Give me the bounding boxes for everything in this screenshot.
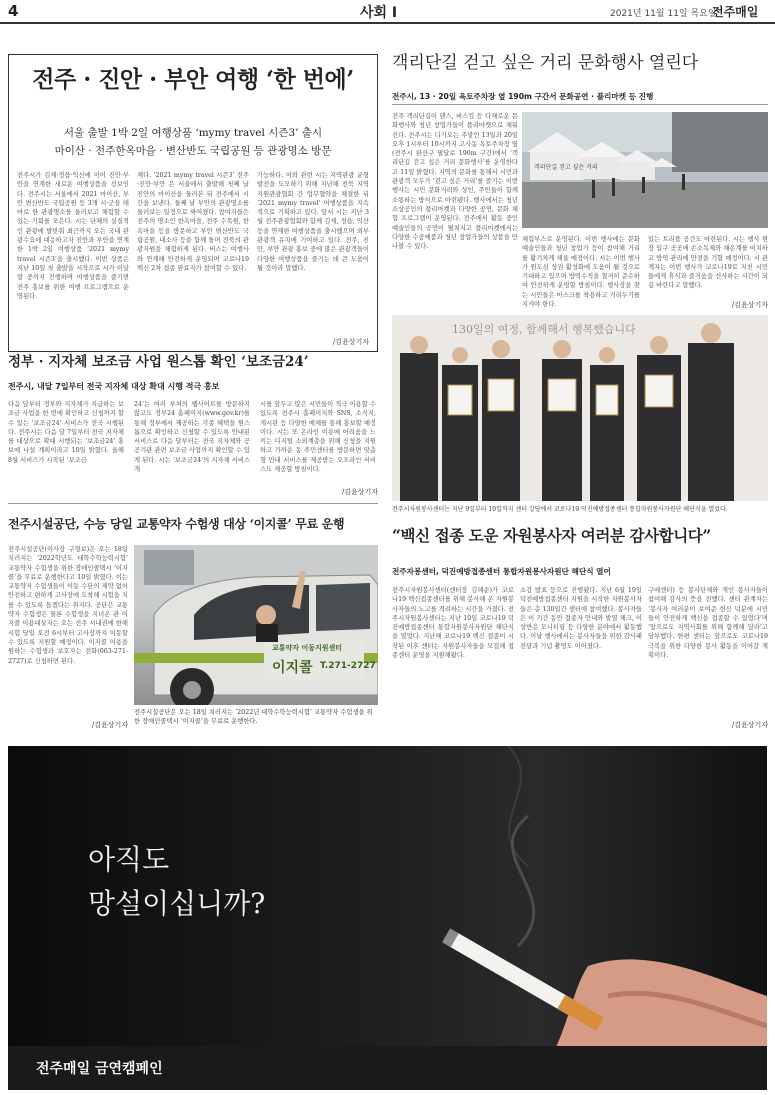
article-easycall-title: 전주시설공단, 수능 당일 교통약자 수험생 대상 ‘이지콜’ 무료 운행 <box>8 517 345 531</box>
anti-smoking-ad <box>8 746 767 1090</box>
van-brand: 이지콜 <box>272 660 313 676</box>
ad-footer: 전주매일 금연캠페인 <box>36 1061 163 1077</box>
article-travel-subtitle-1: 서울 출발 1박 2일 여행상품 ‘mymy travel 시즌3’ 출시 <box>63 127 323 139</box>
article-street-credit: /김윤상기자 <box>731 301 768 309</box>
page-number: 4 <box>8 2 19 20</box>
article-volunteer-col-2: 소감 발표 등으로 진행됐다. 지난 6월 19일 덕진예방접종센터 지원을 시작한 자원봉사자들은 총 130일간 센터에 참여했다. 봉사자들은 이 기간 동안 접종자 안내와 발열 체크, 이상반응 모니터링 등 다양한 분야에서 활동했다. 이날 행사에서는 봉사자들을 위한 감사패 전달과 기념 촬영도 이어졌다. <box>520 587 642 650</box>
article-travel-col-3: 가능하다. 이와 관련 시는 지역관광 균형발전을 도모하기 위해 지난해 전북 지역 지원관광협회 간 업무협약을 체결한 뒤 ‘2021 mymy travel’ 여행상품을 지속적으로 기획하고 있다. 앞서 시는 지난 3월 전주관광협회와 함께 김제, 정읍, 익산 등을 연계한 여행상품을 출시했으며 외부 관광객 유치에 기여하고 있다. 전주, 진안, 부안 관광 홍보 중에 많은 관광객들이 다양한 여행상품을 즐기는 데 큰 도움이 될 것이라 말했다. <box>257 172 369 272</box>
article-street-col-2: 체험부스로 운영된다. 이번 행사에는 문화예술인들과 청년 창업가 등이 참여해 거리를 활기차게 채울 예정이다. 시는 이번 행사가 원도심 상권 활성화에 도움이 될 것으로 기대하고 있으며 방역수칙을 철저히 준수하여 안전하게 운영할 방침이다. 행사장을 찾는 시민들은 마스크를 착용하고 거리두기를 지켜야 한다. <box>522 236 640 308</box>
van-phone: T.271-2727 <box>320 661 376 671</box>
group-photo-caption: 전주시자원봉사센터는 지난 9일부터 10일까지 센터 강당에서 코로나19 덕진예방접종센터 통합자원봉사자원단 해단식을 열었다. <box>392 506 728 513</box>
article-subsidy-col-2: 24’는 여러 부처의 웹사이트를 방문하지 않고도 정부24 홈페이지(www.gov.kr)를 통해 정부에서 제공하는 각종 혜택을 원스톱으로 확인하고 신청할 수 있도록 안내된 서비스로 다음 달부터는 전국 지자체와 공공기관 관련 보조금 사업까지 확인할 수 있게 된다. 시는 ‘보조금24’의 지자체 서비스 개 <box>134 401 250 474</box>
article-travel-col-1: 전주시가 김제·정읍·익산에 이어 진안·부안을 연계한 새로운 여행상품을 선보인다. 전주시는 서울에서 2021 마이산, 부안 변산반도 국립공원 등 3개 시·군을 테마로 한 관광명소를 둘러보고 체험할 수 있는 기회를 모은다. 시는 단체의 실질적인 관광에 발맞춰 최근까지 오는 국내 관광수요에 대응하고자 진안과 부안을 연계한 1박 2일 여행상품 ‘2021 mymy travel 시즌3’을 출시했다. 이번 상품은 지난 10일 첫 출발을 시작으로 시가 이달 말 중까지 진행하며 여행상품을 즐기면 전주 홍보를 위한 여행 프로그램으로 운영된다. <box>17 172 129 300</box>
van-text: 교통약자 이동지원센터 <box>272 644 343 652</box>
divider <box>392 104 768 105</box>
tent-sign: 객리단길 걷고 싶은 거리 <box>534 164 598 171</box>
group-banner: 130일의 여정, 함께해서 행복했습니다 <box>452 323 636 336</box>
article-subsidy-credit: /김윤상기자 <box>341 488 378 496</box>
article-street-subtitle: 전주시, 13 · 20일 옥토주차장 옆 190m 구간서 문화공연 · 플리마켓 등 진행 <box>392 92 654 101</box>
article-travel-box <box>8 54 378 352</box>
article-subsidy-subtitle: 전주시, 내달 7일부터 전국 지자체 대상 확대 시행 적극 홍보 <box>8 382 220 391</box>
article-subsidy-title: 정부 · 지자체 보조금 사업 원스톱 확인 ‘보조금24’ <box>8 354 309 370</box>
ad-headline-line-2: 망설이십니까? <box>88 887 266 920</box>
article-travel-credit: /김윤상기자 <box>332 338 369 346</box>
article-street-col-3: 있는 트리플 공간도 마련된다. 시는 행사 현장 입구 곳곳에 손소독제와 체온계를 비치하고 방역 관리에 만전을 기할 예정이다. 시 관계자는 이번 행사가 코로나19로 지친 시민들에게 휴식과 즐거움을 선사하는 시간이 되길 바란다고 말했다. <box>648 236 768 290</box>
article-travel-title: 전주 · 진안 · 부안 여행 ‘한 번에’ <box>32 66 354 93</box>
easycall-photo-caption: 전주시설공단은 오는 18일 치러지는 ‘2022년 대학수학능력시험’ 교통약자 수험생을 위한 장애인콜택시 ‘이지콜’을 무료로 운행한다. <box>134 709 373 725</box>
article-street-title: 객리단길 걷고 싶은 거리 문화행사 열린다 <box>392 53 699 73</box>
article-easycall-credit: /김윤상기자 <box>91 721 128 729</box>
issue-date: 2021년 11월 11일 목요일 <box>610 9 717 19</box>
ad-headline-line-1: 아직도 <box>88 843 170 876</box>
article-travel-col-2: 제다. ‘2021 mymy travel 시즌3’ 전주·진안·부안 은 서울에서 출발해 첫째 날 진안의 마이산을 둘러본 뒤 전주에서 시간을 보낸다. 둘째 날 부안의 관광명소를 둘러보는 일정으로 짜여졌다. 참여자들은 전주의 명소인 한옥마을, 전주 수목원, 한옥마을 등을 방문하고 부안 변산반도 국립공원, 내소사 등을 함께 돌며 전북의 관광자원을 체험하게 된다. 버스는 여행사와 연계해 안전하게 운영되며 코로나19 백신 2차 접종 완료자가 참여할 수 있다. <box>137 172 249 272</box>
article-volunteer-title: “백신 접종 도운 자원봉사자 여러분 감사합니다” <box>392 526 711 545</box>
easycall-van-photo <box>134 545 378 705</box>
street-festival-photo <box>522 112 768 228</box>
article-volunteer-col-3: 구에센터) 등 봉사단체와 개인 봉사자들이 참여해 감사의 뜻을 전했다. 센터 관계자는 ‘봉사자 여러분이 보여준 헌신 덕분에 시민들이 안전하게 백신을 접종할 수 있었다’며 ‘앞으로도 지역사회를 위해 함께해 달라’고 당부했다. 한편 센터는 앞으로도 코로나19 극복을 위한 다양한 봉사 활동을 이어갈 계획이다. <box>648 587 768 660</box>
divider <box>8 503 378 504</box>
article-travel-subtitle-2: 마이산 · 전주한옥마을 · 변산반도 국립공원 등 관광명소 방문 <box>54 145 332 157</box>
section-title: 사회 Ⅰ <box>360 5 398 21</box>
page-header <box>0 0 775 24</box>
article-volunteer-col-1: 전주시자원봉사센터(센터장 김해순)가 코로나19 백신접종센터를 위해 봉사해 온 자원봉사자들의 노고를 격려하는 시간을 가졌다. 전주시자원봉사센터는 지난 10일 코로나19 덕진예방접종센터 통합자원봉사자원단 해단식을 열었다. 지난해 코로나19 백신 접종이 시작된 이후 센터는 자원봉사자들을 모집해 접종센터 운영을 지원해왔다. <box>392 587 514 660</box>
article-subsidy-col-3: 시를 앞두고 많은 시민들이 적극 이용할 수 있도록 전주시 홈페이지와 SNS, 소식지, 게시판 등 다양한 매체를 통해 홍보할 예정이다. 시는 또 온라인 이용에 어려움을 느끼는 디지털 소외계층을 위해 신청을 지원하고 가까운 동 주민센터를 방문하면 맞춤형 안내 서비스를 제공받는 오프라인 서비스도 제공할 방침이다. <box>260 401 376 474</box>
article-volunteer-credit: /김윤상기자 <box>731 721 768 729</box>
article-street-col-1: 전주 객리단길이 댄스, 버스킹 등 다채로운 문화행사와 청년 창업가들이 플리마켓으로 채워진다. 전주시는 다가오는 주말인 13일과 20일 오후 1시부터 10시까지 고사동 옥토주차장 옆(전주시 완산구 팔달로 190m 구간)에서 ‘객리단길 걷고 싶은 거리 문화행사’를 운영한다고 11일 밝혔다. 지역의 문화를 통해서 시민과 관광객 모두가 ‘걷고 싶은 거리’를 즐기는 이번 행사는 시민 문화거리와 상인, 주민들이 함께 소통하는 방식으로 마련됐다. 행사에서는 청년 소상공인의 플리마켓과 다양한 공연, 문화 체험 프로그램이 운영된다. 전주에서 활동 중인 예술인들의 공연이 펼쳐지고 플리마켓에서는 다양한 수공예품과 청년 창업가들의 상품을 만나볼 수 있다. <box>392 113 518 251</box>
article-easycall-body: 전주시설공단(이사장 구형보)은 오는 18일 치러지는 ‘2022학년도 대학수학능력시험’ 교통약자 수험생을 위한 장애인콜택시 ‘이지콜’을 무료로 운행한다고 10일 밝혔다. 이는 교통약자 수험생들이 이동 수단의 제약 없이 안전하고 편하게 고사장에 도착해 시험을 치를 수 있도록 돕겠다는 취지다. 공단은 교통약자 수험생은 물론 수험생을 지녀온 관 이지콜 이용대상자는 오는 전주 시내권에 한해 시험 당일 오전 6시부터 고사장까지 이동할 수 있도록 지원할 예정이다. 이지콜 이용을 원하는 수험생과 보호자는 전화(063-271-2727)로 신청하면 된다. <box>8 546 128 665</box>
article-subsidy-col-1: 다음 달부터 정부와 지자체가 지급하는 보조금 사업을 한 번에 확인하고 신청까지 할 수 있는 ‘보조금24’ 서비스가 전국 시행된다. 전주시는 다음 달 7일부터 전국 지자체를 대상으로 확대 시행되는 ‘보조금24’ 홍보에 나설 계획이라고 10일 밝혔다. 올해 8월 서비스가 시작된 ‘보조금 <box>8 401 124 464</box>
volunteer-group-photo <box>392 315 768 501</box>
article-volunteer-subtitle: 전주자봉센터, 덕진예방접종센터 통합자원봉사자원단 해단식 열어 <box>392 567 611 576</box>
newspaper-name: 전주매일 <box>712 5 759 19</box>
